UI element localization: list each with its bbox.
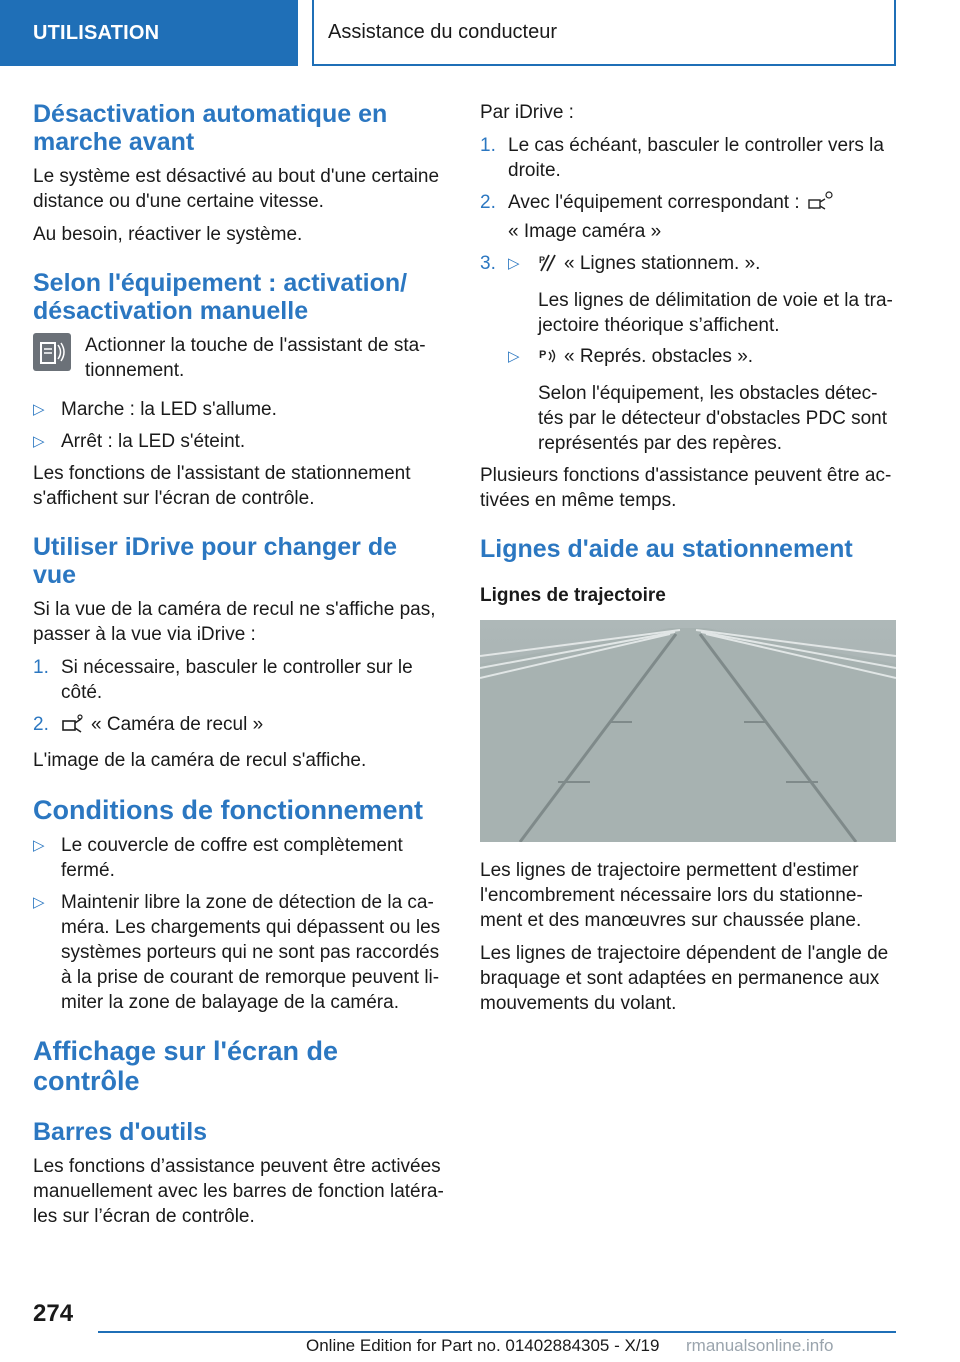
camera-settings-icon xyxy=(805,190,835,219)
list-item: ▷ P « Lignes stationnem. ». Les lignes de délimitation de voie et la tra- jectoire théorique s’affichent. xyxy=(508,251,896,338)
list-item: ▷ Arrêt : la LED s'éteint. xyxy=(33,431,246,452)
trajectory-lines-illustration xyxy=(480,620,896,842)
svg-text:P: P xyxy=(539,349,547,361)
paragraph: Les fonctions d’assistance peuvent être activées manuellement avec les barres de fonction latéra- les sur l’écran de contrôle. xyxy=(33,1156,444,1227)
paragraph: L'image de la caméra de recul s'affiche. xyxy=(33,750,367,771)
list-item: 2. « Caméra de recul » xyxy=(33,712,445,741)
idrive-steps xyxy=(33,655,445,741)
page-number: 274 xyxy=(33,1300,74,1327)
parking-lines-icon xyxy=(538,253,558,280)
list-item: 1. Le cas échéant, basculer le controller vers la droite. xyxy=(480,135,884,181)
svg-text:P: P xyxy=(539,255,546,265)
park-assist-button-icon xyxy=(33,333,71,371)
paragraph: Si la vue de la caméra de recul ne s'affiche pas, passer à la vue via iDrive : xyxy=(33,599,436,645)
triangle-bullet-icon: ▷ xyxy=(33,401,45,418)
paragraph: Le système est désactivé au bout d'une certaine distance ou d'une certaine vitesse. xyxy=(33,166,440,212)
heading-auto-deactivation: Désactivation automatique en marche avant xyxy=(33,100,388,156)
button-instruction xyxy=(33,333,445,383)
edition-info: Online Edition for Part no. 01402884305 - X/19 xyxy=(306,1336,660,1355)
list-item: 2. Avec l'équipement correspondant : « Image caméra » xyxy=(480,190,896,244)
paragraph: Les fonctions de l'assistant de stationnement s'affichent sur l'écran de contrôle. xyxy=(33,463,411,509)
heading-toolbars: Barres d'outils xyxy=(33,1118,208,1146)
obstacle-display-icon xyxy=(538,346,558,373)
footer-divider xyxy=(98,1331,896,1333)
triangle-bullet-icon: ▷ xyxy=(33,894,45,911)
triangle-bullet-icon: ▷ xyxy=(508,348,520,365)
watermark: rmanualsonline.info xyxy=(686,1336,834,1355)
paragraph: Les lignes de trajectoire permettent d'estimer l'encombrement nécessaire lors du stationne- ment et des manœuvres sur chaussée plane. xyxy=(480,860,863,931)
heading-trajectory: Lignes de trajectoire xyxy=(480,585,666,606)
list-item: ▷ Le couvercle de coffre est complètement fermé. xyxy=(33,835,403,881)
chapter-title: Assistance du conducteur xyxy=(312,0,896,66)
list-item: ▷ P « Représ. obstacles ». Selon l'équipement, les obstacles détec- tés par le détecteur d'obstacles PDC sont représentés par des repères. xyxy=(508,344,896,456)
list-item: ▷ Marche : la LED s'allume. xyxy=(33,399,277,420)
rear-camera-icon xyxy=(61,714,85,741)
paragraph: Actionner la touche de l'assistant de sta- tionnement. xyxy=(85,335,426,381)
left-column xyxy=(33,100,445,1237)
conditions-list xyxy=(33,833,445,1015)
led-list xyxy=(33,397,445,454)
heading-conditions: Conditions de fonctionnement xyxy=(33,795,423,825)
paragraph: Plusieurs fonctions d'assistance peuvent être ac- tivées en même temps. xyxy=(480,465,892,511)
triangle-bullet-icon: ▷ xyxy=(508,255,520,272)
paragraph: Selon l'équipement, les obstacles détec- tés par le détecteur d'obstacles PDC sont représentés par des repères. xyxy=(538,383,887,454)
list-item: 1. Si nécessaire, basculer le controller sur le côté. xyxy=(33,657,413,703)
camera-options-list xyxy=(508,251,896,456)
triangle-bullet-icon: ▷ xyxy=(33,837,45,854)
idrive-right-steps xyxy=(480,133,896,456)
triangle-bullet-icon: ▷ xyxy=(33,433,45,450)
heading-parking-lines: Lignes d'aide au stationnement xyxy=(480,535,853,563)
heading-manual-activation: Selon l'équipement : activation/ désactivation manuelle xyxy=(33,269,408,325)
list-item: ▷ Maintenir libre la zone de détection de la ca- méra. Les chargements qui dépassent ou les systèmes porteurs qui ne sont pas raccordés à la prise de courant de remorque peuvent li- miter la zone de balayage de la caméra. xyxy=(33,892,441,1013)
paragraph: Par iDrive : xyxy=(480,102,574,123)
paragraph: Les lignes de délimitation de voie et la tra- jectoire théorique s’affichent. xyxy=(538,290,893,336)
paragraph: Au besoin, réactiver le système. xyxy=(33,224,303,245)
list-item: 3. ▷ P « Lignes stationnem. ». Les lignes de délimitation de voie et la tra- jectoire théorique s’affichent. ▷ P « Représ. obstacles ». Selon l'équipement, les obstacles détec- tés par le détecteur d'obstacles PDC sont représentés par des repères. xyxy=(480,251,896,456)
right-column xyxy=(480,100,896,1024)
heading-idrive: Utiliser iDrive pour changer de vue xyxy=(33,533,397,589)
section-tab: UTILISATION xyxy=(0,0,298,66)
heading-display: Affichage sur l'écran de contrôle xyxy=(33,1036,339,1096)
paragraph: Les lignes de trajectoire dépendent de l'angle de braquage et sont adaptées en permanence aux mouvements du volant. xyxy=(480,943,889,1014)
